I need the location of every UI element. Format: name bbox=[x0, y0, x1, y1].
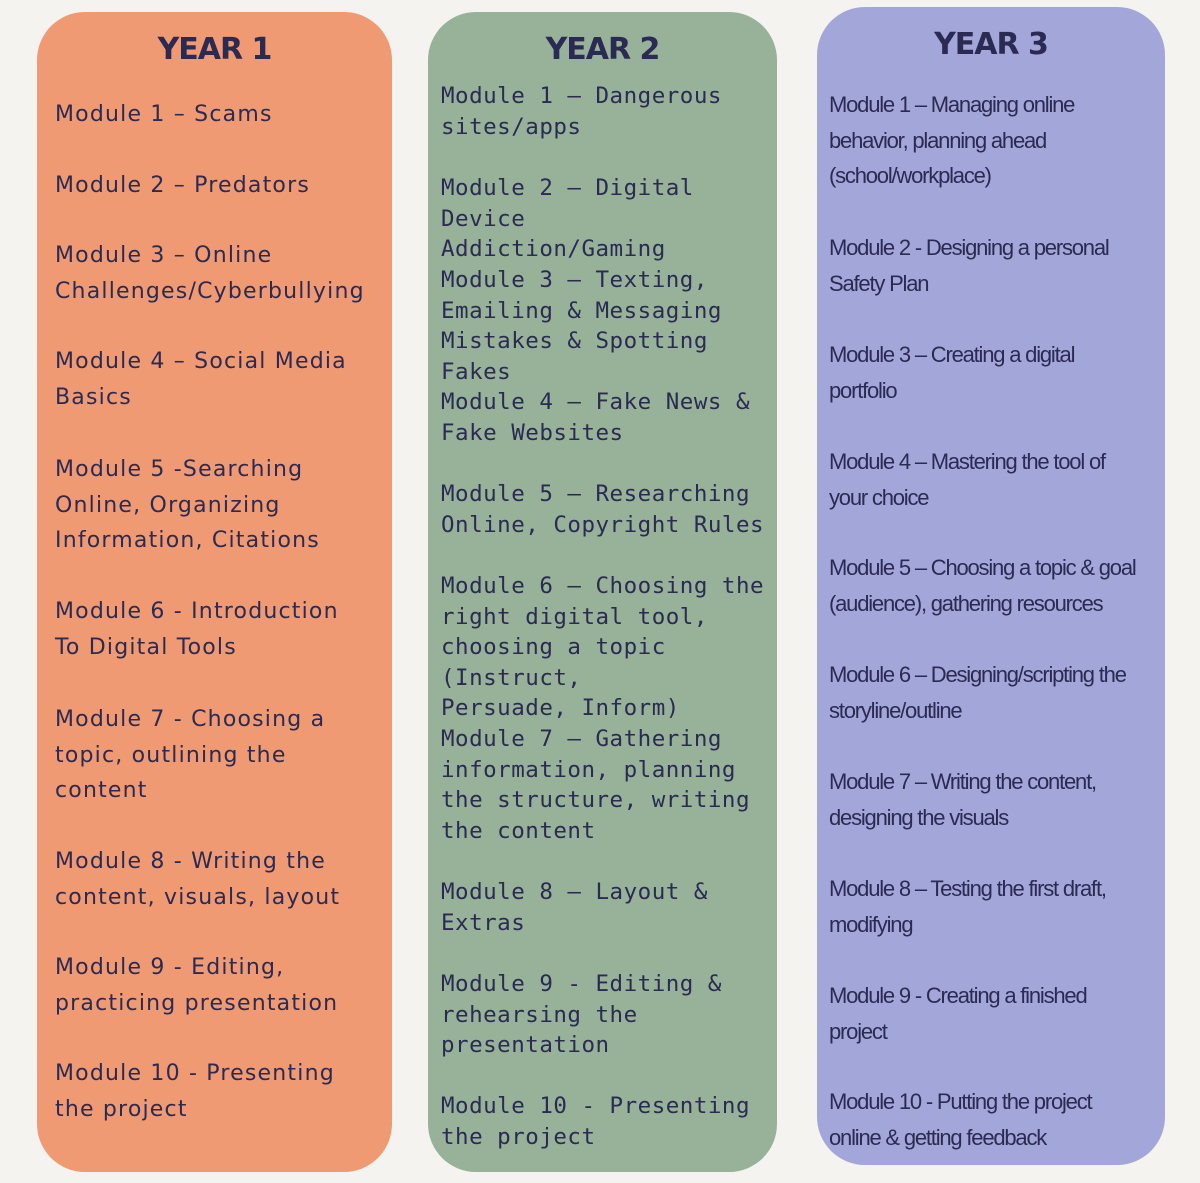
list-item: Module 9 - Editing & rehearsing the presentation bbox=[441, 971, 722, 1059]
list-item: Module 1 – Managing online behavior, planning ahead (school/workplace) bbox=[829, 92, 1075, 188]
year-2-column bbox=[428, 12, 777, 1172]
list-item: Module 4 – Mastering the tool of your choice bbox=[829, 449, 1105, 510]
list-item: Module 10 - Putting the project online & getting feedback bbox=[829, 1089, 1092, 1150]
list-item: Module 1 – Scams bbox=[55, 102, 273, 127]
list-item: Module 2 – Predators bbox=[55, 173, 310, 198]
list-item: Module 5 – Researching Online, Copyright Rules bbox=[441, 481, 765, 538]
list-item: Module 6 – Choosing the right digital tool, choosing a topic (Instruct, Persuade, Inform) bbox=[441, 573, 765, 722]
list-item: Module 8 – Layout & Extras bbox=[441, 879, 708, 936]
list-item: Module 10 - Presenting the project bbox=[55, 1061, 335, 1122]
list-item: Module 6 – Designing/scripting the storyline/outline bbox=[829, 662, 1126, 723]
list-item: Module 7 – Writing the content, designing the visuals bbox=[829, 769, 1096, 830]
list-item: Module 3 – Online Challenges/Cyberbullying bbox=[55, 243, 365, 304]
list-item: Module 6 - Introduction To Digital Tools bbox=[55, 599, 339, 660]
list-item: Module 7 - Choosing a topic, outlining the content bbox=[55, 707, 326, 803]
list-item: Module 5 -Searching Online, Organizing Information, Citations bbox=[55, 457, 320, 553]
year-3-title: YEAR 3 bbox=[934, 27, 1048, 62]
list-item: Module 4 – Social Media Basics bbox=[55, 349, 347, 410]
list-item: Module 3 – Texting, Emailing & Messaging Mistakes & Spotting Fakes bbox=[441, 267, 722, 385]
list-item: Module 1 – Dangerous sites/apps bbox=[441, 83, 722, 140]
list-item: Module 9 - Creating a finished project bbox=[829, 983, 1087, 1044]
list-item: Module 3 – Creating a digital portfolio bbox=[829, 342, 1075, 403]
list-item: Module 10 - Presenting the project bbox=[441, 1093, 751, 1150]
list-item: Module 8 – Testing the first draft, modifying bbox=[829, 876, 1106, 937]
list-item: Module 8 - Writing the content, visuals, layout bbox=[55, 849, 341, 910]
year-1-column bbox=[37, 12, 392, 1172]
list-item: Module 2 - Designing a personal Safety Plan bbox=[829, 235, 1109, 296]
year-3-column bbox=[817, 7, 1165, 1165]
year-1-title: YEAR 1 bbox=[157, 32, 272, 67]
list-item: Module 5 – Choosing a topic & goal (audience), gathering resources bbox=[829, 555, 1136, 616]
list-item: Module 7 – Gathering information, planning the structure, writing the content bbox=[441, 726, 751, 844]
year-2-title: YEAR 2 bbox=[545, 32, 660, 67]
list-item: Module 2 – Digital Device Addiction/Gaming bbox=[441, 175, 694, 263]
list-item: Module 4 – Fake News & Fake Websites bbox=[441, 389, 751, 446]
list-item: Module 9 - Editing, practicing presentation bbox=[55, 955, 339, 1016]
